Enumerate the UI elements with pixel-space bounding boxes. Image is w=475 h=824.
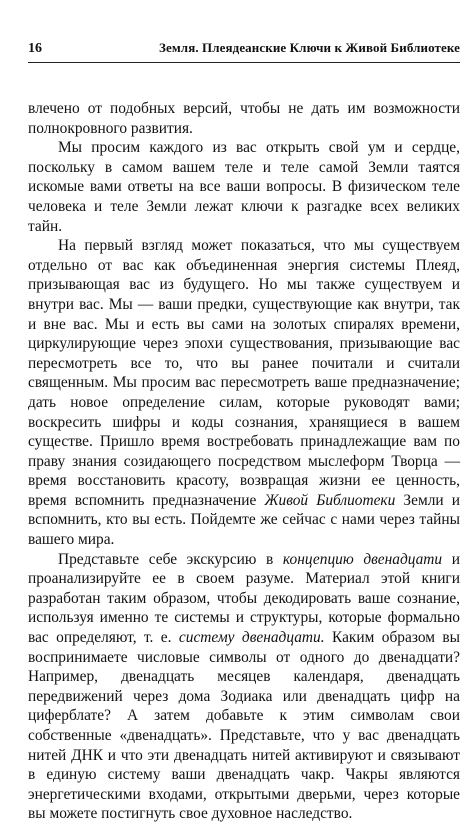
paragraph-pleiades-energy [28, 236, 460, 550]
page-number: 16 [28, 41, 42, 56]
italic-run: Живой Библиотеки [264, 491, 396, 509]
body-text [28, 99, 460, 824]
italic-run: концепцию двенадцати [282, 550, 443, 568]
paragraph-open-mind [28, 138, 460, 236]
running-title: Земля. Плеядеанские Ключи к Живой Библиотеке [159, 40, 460, 55]
italic-run: систему двенадцати. [178, 629, 325, 647]
running-header [28, 40, 460, 63]
text-run: влечено от подобных версий, чтобы не дать им возможности полнокровного развития. [28, 100, 460, 137]
text-run: Каким образом вы воспринимаете числовые символы от одного до двенадцати? Например, двенадцать месяцев календаря, двенадцать передвижений через дома Зодиака или двенадцать цифр на циферблате? А затем добавьте к этим символам свои собственные «двенадцать». Представьте, что у вас двенадцать нитей ДНК и что эти двенадцать нитей активируют и связывают в единую систему ваши двенадцать чакр. Чакры являются энергетическими входами, открытыми дверьми, через которые вы можете постигнуть свое духовное наследство. [28, 629, 460, 823]
text-run: На первый взгляд может показаться, что мы существуем отдельно от вас как объединенная энергия системы Плеяд, призывающая вас из будущего. Но мы также существуем и внутри вас. Мы — ваши предки, существующие как внутри, так и вне вас. Мы и есть вы сами на золотых спиралях времени, циркулирующие через эпохи существования, призывающие вас пересмотреть все то, что вы ранее почитали и считали священным. Мы просим вас пересмотреть ваше предназначение; дать новое определение силам, которые руководят вами; воскресить шифры и коды сознания, хранящиеся в вашем существе. Пришло время востребовать принадлежащие вам по праву знания созидающего посредством мыслеформ Творца — время восстановить красоту, возвращая жизни ее ценность, время вспомнить предназначение [28, 237, 460, 509]
paragraph-concept-of-twelve [28, 550, 460, 824]
text-run: Земли и вспомнить, кто вы есть. Пойдемте же сейчас с нами через тайны вашего мира. [28, 491, 460, 549]
book-page [28, 40, 460, 824]
text-run: и проанализируйте ее в своем разуме. Материал этой книги разработан таким образом, чтобы декодировать ваше сознание, используя именно те системы и структуры, которые формально вас определяют, т. е. [28, 550, 460, 647]
paragraph-continued [28, 99, 460, 138]
text-run: Представьте себе экскурсию в [58, 550, 283, 568]
text-run: Мы просим каждого из вас открыть свой ум и сердце, поскольку в самом вашем теле и теле самой Земли таятся искомые вами ответы на все ваши вопросы. В физическом теле человека и теле Земли лежат ключи к разгадке всех великих тайн. [28, 139, 460, 235]
